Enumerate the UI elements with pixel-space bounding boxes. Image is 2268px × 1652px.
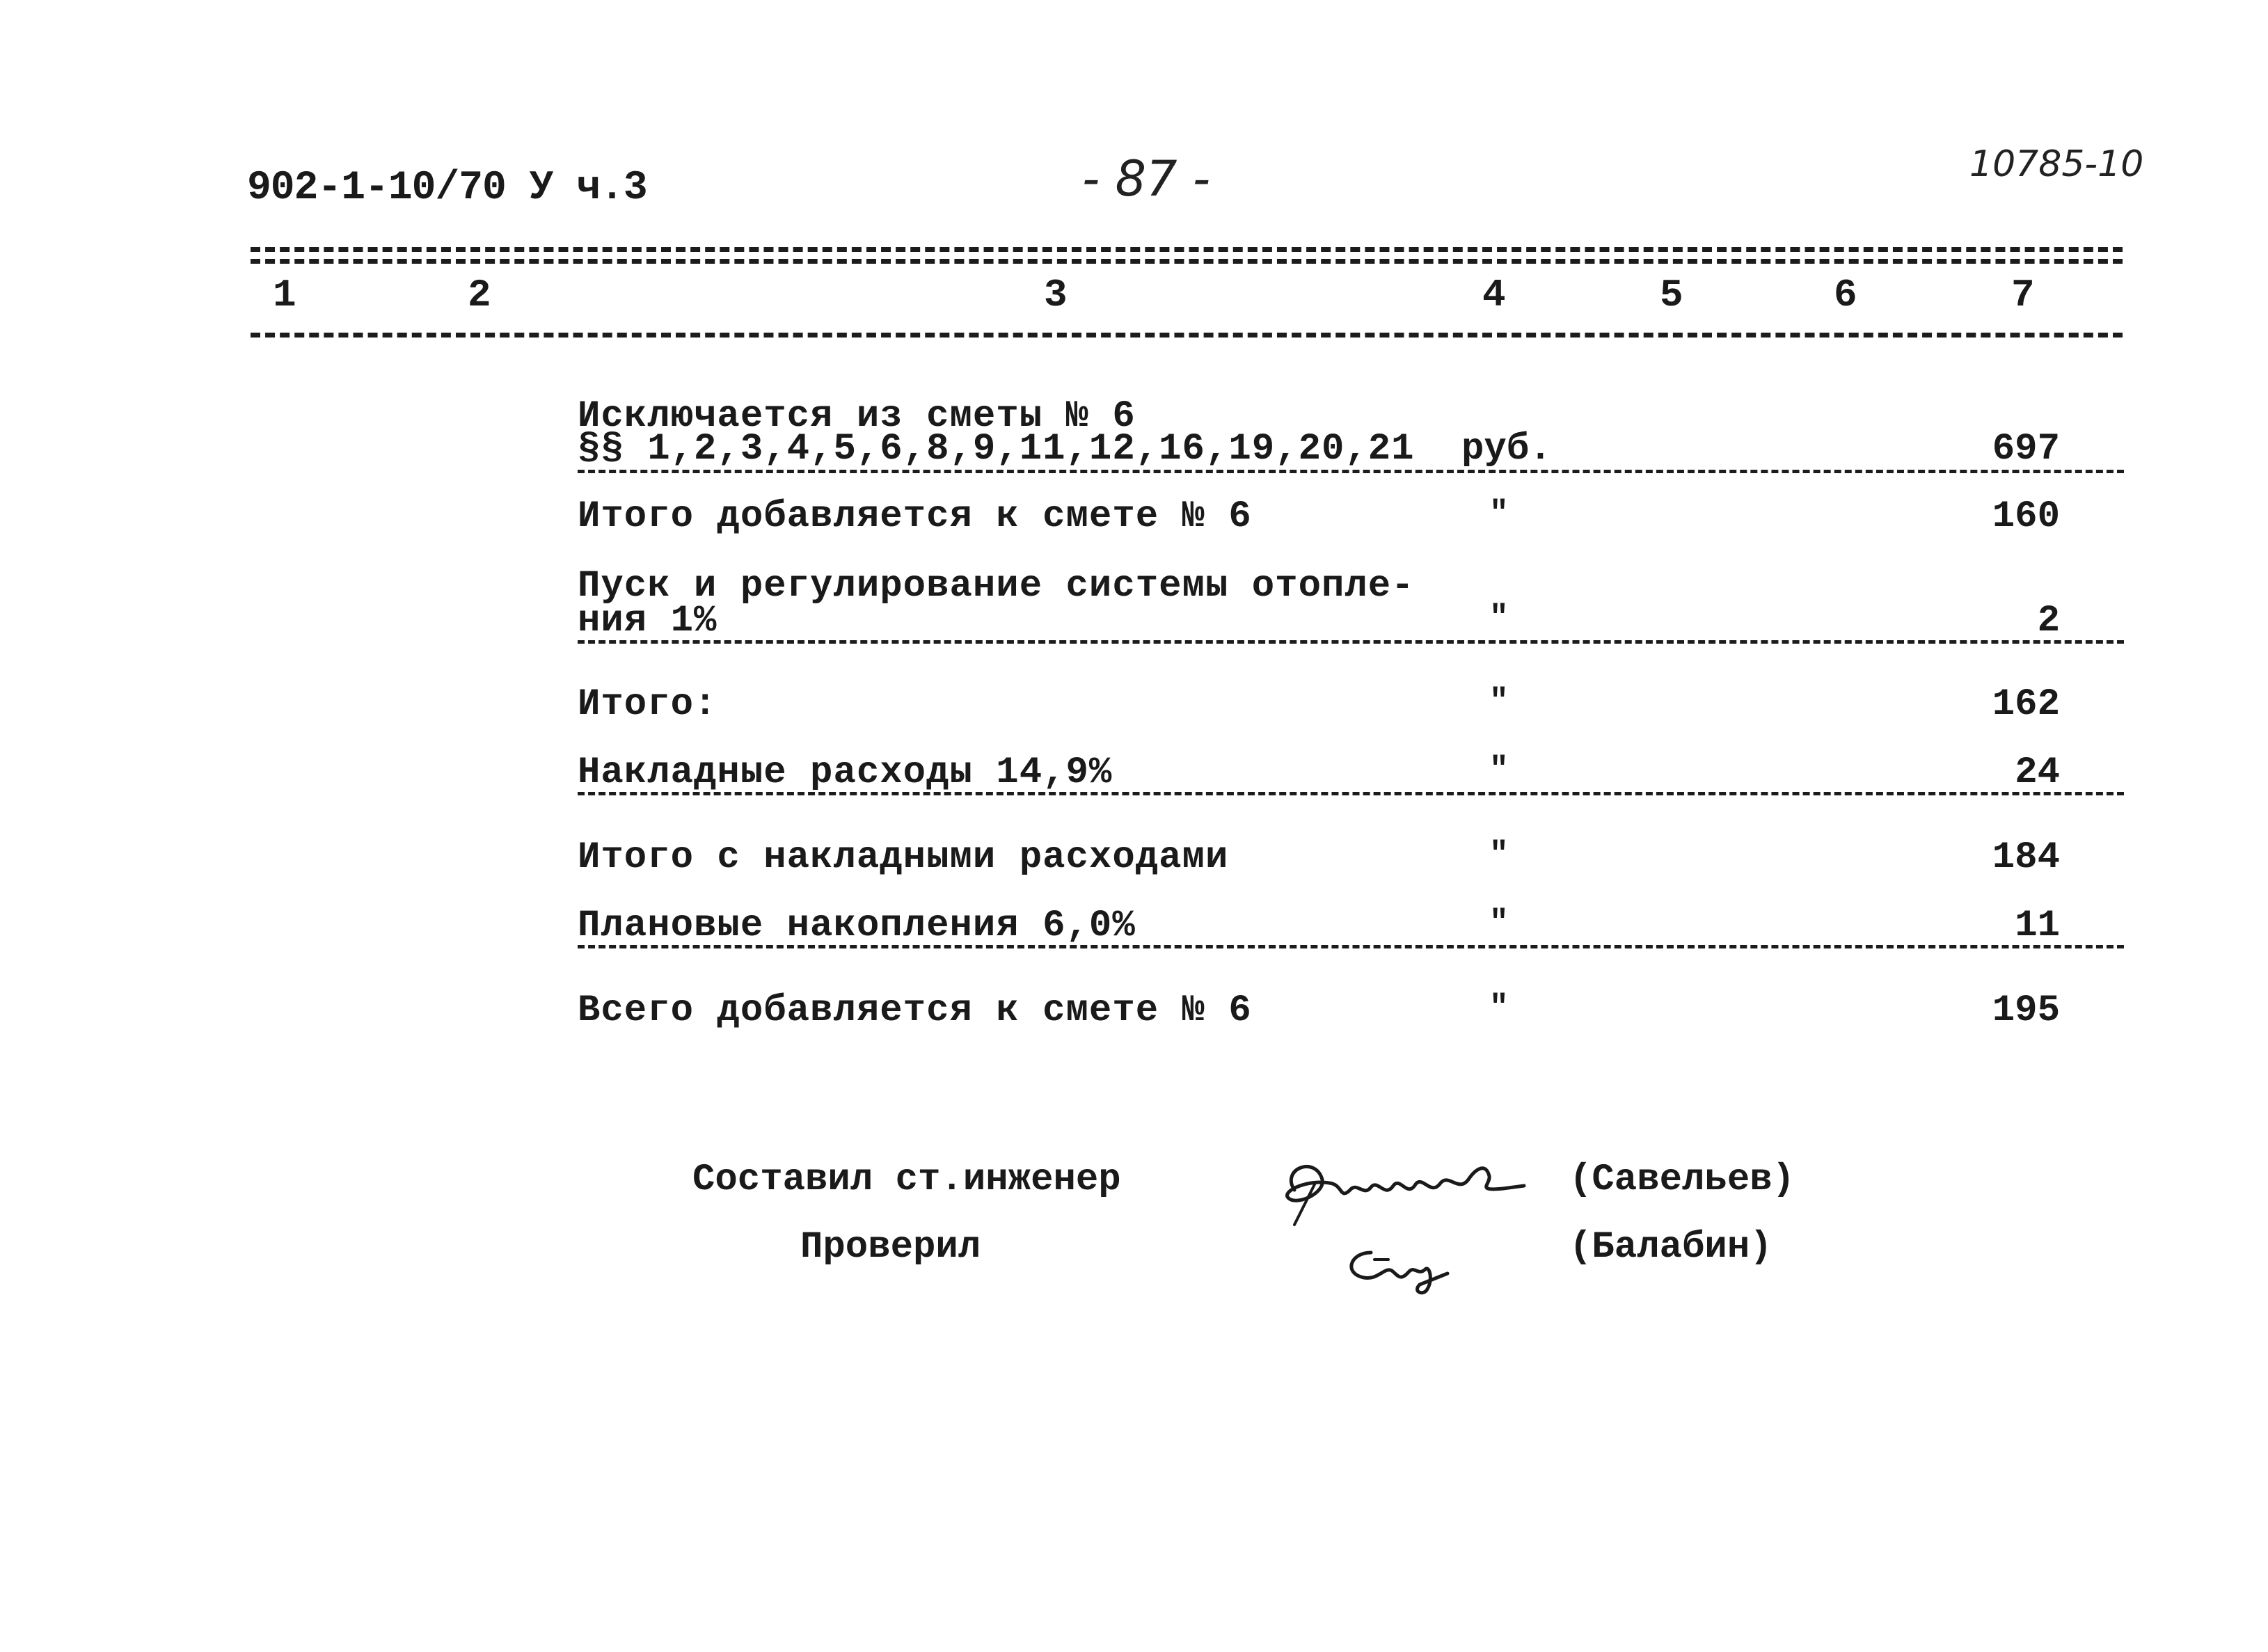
inventory-number: 10785-10 [1969,143,2144,185]
row-planned-savings: Плановые накопления 6,0% [578,905,1136,947]
row-startup-line2: ния 1% [578,600,717,642]
column-header-5: 5 [1660,273,1683,317]
row-with-overhead-amount: 184 [1992,836,2060,879]
row-excluded-underline [578,470,2124,473]
column-header-3: 3 [1044,273,1068,317]
row-grand-total: Всего добавляется к смете № 6 [578,990,1252,1032]
checked-by-name: (Балабин) [1569,1226,1773,1269]
row-subtotal: Итого: [578,683,717,726]
row-grand-total-amount: 195 [1992,990,2060,1032]
row-total-added-unit: " [1489,495,1509,532]
row-planned-savings-unit: " [1489,905,1509,941]
row-overhead-unit: " [1489,752,1509,788]
row-grand-total-unit: " [1489,990,1509,1026]
signature-savelyev [1267,1141,1559,1232]
signature-balabin [1336,1232,1475,1301]
document-code: 902-1-10/70 У ч.3 [247,166,647,211]
row-planned-savings-amount: 11 [2015,905,2060,947]
column-header-1: 1 [273,273,296,317]
row-excluded-amount: 697 [1992,428,2060,470]
row-with-overhead: Итого с накладными расходами [578,836,1229,879]
row-with-overhead-unit: " [1489,836,1509,873]
column-header-4: 4 [1482,273,1506,317]
header-bottom-rule [251,333,2123,337]
row-planned-savings-underline [578,945,2124,948]
column-header-6: 6 [1834,273,1857,317]
column-header-7: 7 [2011,273,2035,317]
row-overhead-amount: 24 [2015,752,2060,794]
row-startup-unit: " [1489,600,1509,636]
row-overhead-underline [578,792,2124,795]
page-number: - 87 - [1082,150,1211,207]
row-total-added: Итого добавляется к смете № 6 [578,495,1252,538]
row-excluded-sections: §§ 1,2,3,4,5,6,8,9,11,12,16,19,20,21 [578,428,1415,470]
table-top-rule-2 [251,259,2123,264]
row-startup-underline [578,640,2124,644]
row-excluded-unit: руб. [1461,428,1552,470]
table-top-rule [251,247,2123,252]
compiled-by-name: (Савельев) [1569,1159,1795,1201]
compiled-by-label: Составил ст.инженер [692,1159,1121,1201]
row-startup-amount: 2 [2037,600,2060,642]
row-subtotal-amount: 162 [1992,683,2060,726]
column-header-2: 2 [468,273,491,317]
row-subtotal-unit: " [1489,683,1509,720]
checked-by-label: Проверил [800,1226,981,1269]
row-startup-line1: Пуск и регулирование системы отопле- [578,565,1415,607]
row-excluded-title: Исключается из сметы № 6 [578,395,1136,438]
row-total-added-amount: 160 [1992,495,2060,538]
row-overhead: Накладные расходы 14,9% [578,752,1113,794]
